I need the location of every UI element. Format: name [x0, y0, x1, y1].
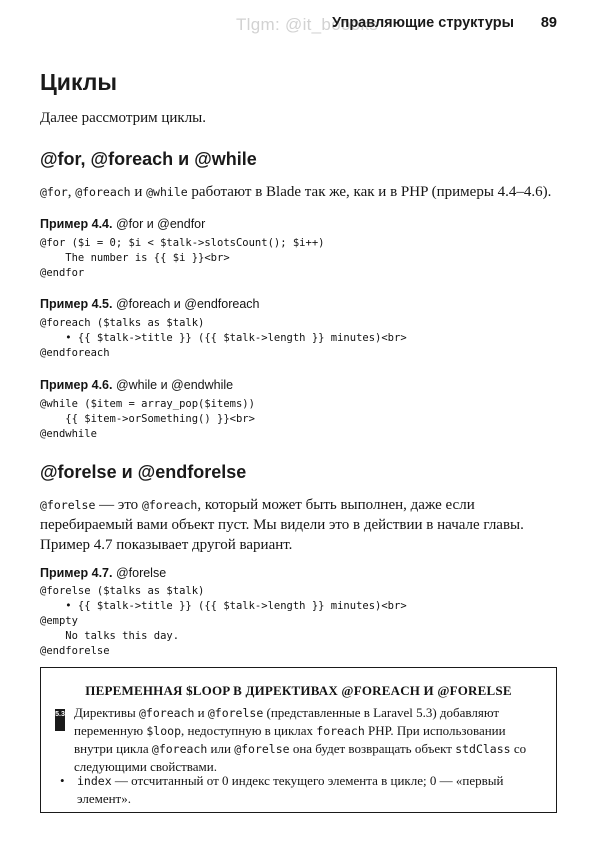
inline-code: @foreach: [141, 498, 198, 512]
watermark: Tlgm: @it_boooks: [236, 15, 379, 34]
inline-code: @while: [146, 185, 188, 199]
intro-paragraph: Далее рассмотрим циклы.: [40, 110, 207, 126]
inline-code: @forelse: [40, 498, 96, 512]
for-foreach-while-heading: @for, @foreach и @while: [40, 149, 257, 169]
for-paragraph: @for, @foreach и @while работают в Blade так же, как и в PHP (примеры 4.4–4.6).: [40, 184, 552, 200]
code-listing: @for ($i = 0; $i < $talk->slotsCount(); $i++) The number is {{ $i }}<br> @endfor: [40, 237, 325, 279]
version-badge-icon: 5.3: [55, 709, 65, 731]
box-title: ПЕРЕМЕННАЯ $LOOP В ДИРЕКТИВАХ @FOREACH И @FORELSE: [85, 683, 512, 698]
example-caption: Пример 4.4. @for и @endfor: [40, 217, 206, 231]
box-paragraph: Директивы @foreach и @forelse (представленные в Laravel 5.3) добавляют переменную $loop, недоступную в циклах foreach PHP. При использовании внутри цикла @foreach или @forelse она будет возвращать объект stdClass со следующими свойствами.: [74, 705, 527, 774]
example-caption: Пример 4.6. @while и @endwhile: [40, 378, 234, 392]
forelse-heading: @forelse и @endforelse: [40, 462, 247, 482]
page-number: 89: [540, 15, 557, 31]
inline-code: @for: [40, 185, 68, 199]
example-caption: Пример 4.5. @foreach и @endforeach: [40, 297, 260, 311]
section-title: Циклы: [40, 69, 117, 95]
example-caption: Пример 4.7. @forelse: [40, 566, 167, 580]
code-listing: @foreach ($talks as $talk) • {{ $talk->title }} ({{ $talk->length }} minutes)<br> @endforeach: [40, 317, 407, 359]
code-listing: @forelse ($talks as $talk) • {{ $talk->title }} ({{ $talk->length }} minutes)<br> @empty No talks this day. @endforelse: [40, 585, 407, 657]
code-listing: @while ($item = array_pop($items)) {{ $item->orSomething() }}<br> @endwhile: [40, 398, 255, 440]
forelse-paragraph: @forelse — это @foreach, который может быть выполнен, даже если перебираемый вами объект пуст. Мы видели это в действии в начале главы. Пример 4.7 показывает другой вариант.: [40, 497, 524, 553]
bullet-icon: •: [60, 773, 65, 788]
sidebar-note-box: ПЕРЕМЕННАЯ $LOOP В ДИРЕКТИВАХ @FOREACH И @FORELSE 5.3 Директивы @foreach и @forelse (представленные в Laravel 5.3) добавляют переменную $loop, недоступную в циклах foreach PHP. При использовании внутри цикла @foreach или @forelse она будет возвращать объект stdClass со следующими свойствами. • index — отсчитанный от 0 индекс текущего элемента в цикле; 0 — «первый элемент».: [40, 667, 557, 813]
inline-code: @foreach: [75, 185, 131, 199]
page-header: [0, 0, 600, 40]
running-title: Управляющие структуры: [332, 15, 514, 31]
